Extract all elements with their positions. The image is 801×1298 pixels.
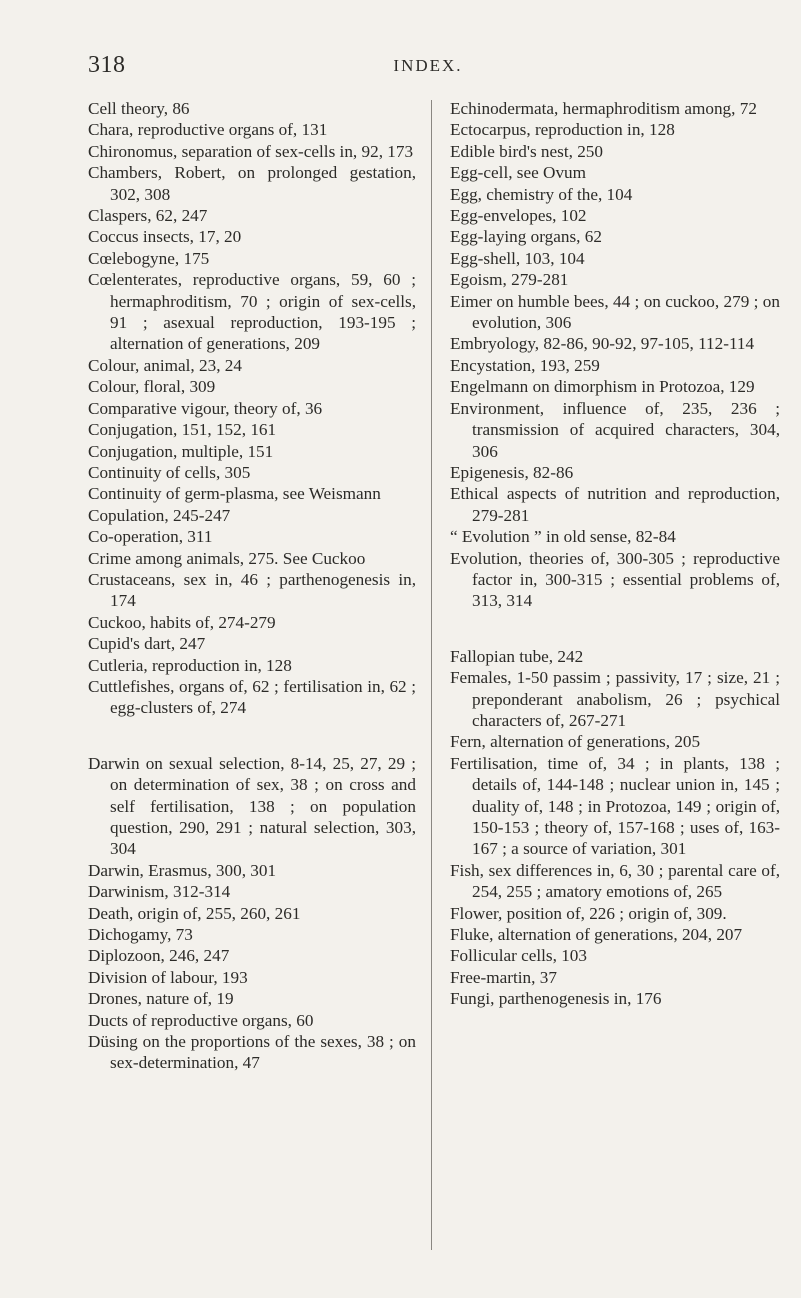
index-entry: Claspers, 62, 247 xyxy=(88,206,208,226)
index-entry: Cœlebogyne, 175 xyxy=(88,248,210,268)
index-entry: Darwinism, 312-314 xyxy=(88,882,231,902)
index-entry: Colour, floral, 309 xyxy=(88,377,216,397)
index-entry: Cell theory, 86 xyxy=(88,99,190,118)
index-entry: Egg, chemistry of the, 104 xyxy=(450,184,633,204)
index-entry: Chara, reproductive organs of, 131 xyxy=(88,120,328,140)
index-entry: Egg-cell, see Ovum xyxy=(450,163,587,183)
index-entry: Conjugation, multiple, 151 xyxy=(88,441,274,461)
index-column-right xyxy=(450,98,780,1010)
index-entry: Flower, position of, 226 ; origin of, 309. xyxy=(450,903,727,923)
index-entry: Ethical aspects of nutrition and reproduction, 279-281 xyxy=(450,484,780,525)
index-entry: Echinodermata, hermaphroditism among, 72 xyxy=(450,99,757,118)
index-entry: Eimer on humble bees, 44 ; on cuckoo, 279 ; on evolution, 306 xyxy=(450,291,780,333)
index-entry: Fern, alternation of generations, 205 xyxy=(450,732,701,752)
index-entry: Chambers, Robert, on prolonged gestation, 302, 308 xyxy=(88,163,416,204)
index-entry: Cupid's dart, 247 xyxy=(88,634,206,654)
index-entry: Free-martin, 37 xyxy=(450,967,557,987)
index-entry: Diplozoon, 246, 247 xyxy=(88,946,230,966)
index-section-d xyxy=(88,753,416,1074)
index-entry: “ Evolution ” in old sense, 82-84 xyxy=(450,527,676,547)
index-column-left xyxy=(88,98,416,1074)
index-entry: Continuity of cells, 305 xyxy=(88,462,251,482)
index-entry: Fungi, parthenogenesis in, 176 xyxy=(450,989,662,1009)
index-entry: Division of labour, 193 xyxy=(88,967,248,987)
index-entry: Egg-envelopes, 102 xyxy=(450,206,587,226)
index-entry: Fish, sex differences in, 6, 30 ; parental care of, 254, 255 ; amatory emotions of, 265 xyxy=(450,860,780,902)
page-number: 318 xyxy=(88,52,126,78)
index-entry: Dichogamy, 73 xyxy=(88,925,193,945)
index-entry: Cuttlefishes, organs of, 62 ; fertilisation in, 62 ; egg-clusters of, 274 xyxy=(88,676,416,718)
index-entry: Düsing on the proportions of the sexes, 38 ; on sex-determination, 47 xyxy=(88,1032,416,1073)
index-entry: Death, origin of, 255, 260, 261 xyxy=(88,903,301,923)
index-entry: Ducts of reproductive organs, 60 xyxy=(88,1010,314,1030)
index-entry: Follicular cells, 103 xyxy=(450,946,587,966)
index-entry: Egg-laying organs, 62 xyxy=(450,227,602,247)
index-entry: Embryology, 82-86, 90-92, 97-105, 112-114 xyxy=(450,334,755,354)
index-entry: Engelmann on dimorphism in Protozoa, 129 xyxy=(450,377,755,397)
index-entry: Drones, nature of, 19 xyxy=(88,989,234,1009)
index-entry: Darwin on sexual selection, 8-14, 25, 27, 29 ; on determination of sex, 38 ; on cross and self fertilisation, 138 ; on population question, 290, 291 ; natural selection, 303, 304 xyxy=(88,753,416,859)
index-section-c xyxy=(88,98,416,719)
index-entry: Co-operation, 311 xyxy=(88,527,213,547)
index-entry: Coccus insects, 17, 20 xyxy=(88,227,242,247)
index-section-e xyxy=(450,98,780,612)
index-entry: Darwin, Erasmus, 300, 301 xyxy=(88,860,277,880)
section-gap xyxy=(88,719,416,753)
index-entry: Cœlenterates, reproductive organs, 59, 60 ; hermaphroditism, 70 ; origin of sex-cells, 91 ; asexual reproduction, 193-195 ; alternation of generations, 209 xyxy=(88,270,416,354)
index-section-f xyxy=(450,646,780,1010)
index-entry: Fallopian tube, 242 xyxy=(450,646,584,666)
index-entry: Comparative vigour, theory of, 36 xyxy=(88,398,323,418)
index-entry: Environment, influence of, 235, 236 ; transmission of acquired characters, 304, 306 xyxy=(450,398,780,461)
running-head: INDEX. xyxy=(393,56,463,75)
column-divider xyxy=(431,100,432,1250)
index-entry: Continuity of germ-plasma, see Weismann xyxy=(88,484,381,504)
index-entry: Edible bird's nest, 250 xyxy=(450,141,603,161)
index-entry: Cuckoo, habits of, 274-279 xyxy=(88,612,276,632)
index-entry: Copulation, 245-247 xyxy=(88,505,231,525)
index-entry: Ectocarpus, reproduction in, 128 xyxy=(450,120,675,140)
index-entry: Encystation, 193, 259 xyxy=(450,355,600,375)
index-entry: Egg-shell, 103, 104 xyxy=(450,248,585,268)
index-entry: Fertilisation, time of, 34 ; in plants, 138 ; details of, 144-148 ; nuclear union in, 145 ; duality of, 148 ; in Protozoa, 149 ; origin of, 150-153 ; theory of, 157-168 ; uses of, 163-167 ; a source of variation, 301 xyxy=(450,753,780,859)
index-entry: Chironomus, separation of sex-cells in, 92, 173 xyxy=(88,141,414,161)
index-entry: Fluke, alternation of generations, 204, 207 xyxy=(450,925,743,945)
index-entry: Crustaceans, sex in, 46 ; parthenogenesis in, 174 xyxy=(88,569,416,611)
index-entry: Evolution, theories of, 300-305 ; reproductive factor in, 300-315 ; essential problems of, 313, 314 xyxy=(450,548,780,611)
index-entry: Females, 1-50 passim ; passivity, 17 ; size, 21 ; preponderant anabolism, 26 ; psychical characters of, 267-271 xyxy=(450,668,780,730)
page-header xyxy=(88,52,768,86)
index-entry: Cutleria, reproduction in, 128 xyxy=(88,655,292,675)
index-entry: Egoism, 279-281 xyxy=(450,270,569,290)
index-entry: Epigenesis, 82-86 xyxy=(450,462,574,482)
section-gap xyxy=(450,612,780,646)
index-entry: Conjugation, 151, 152, 161 xyxy=(88,420,277,440)
index-entry: Crime among animals, 275. See Cuckoo xyxy=(88,548,366,568)
index-entry: Colour, animal, 23, 24 xyxy=(88,355,242,375)
